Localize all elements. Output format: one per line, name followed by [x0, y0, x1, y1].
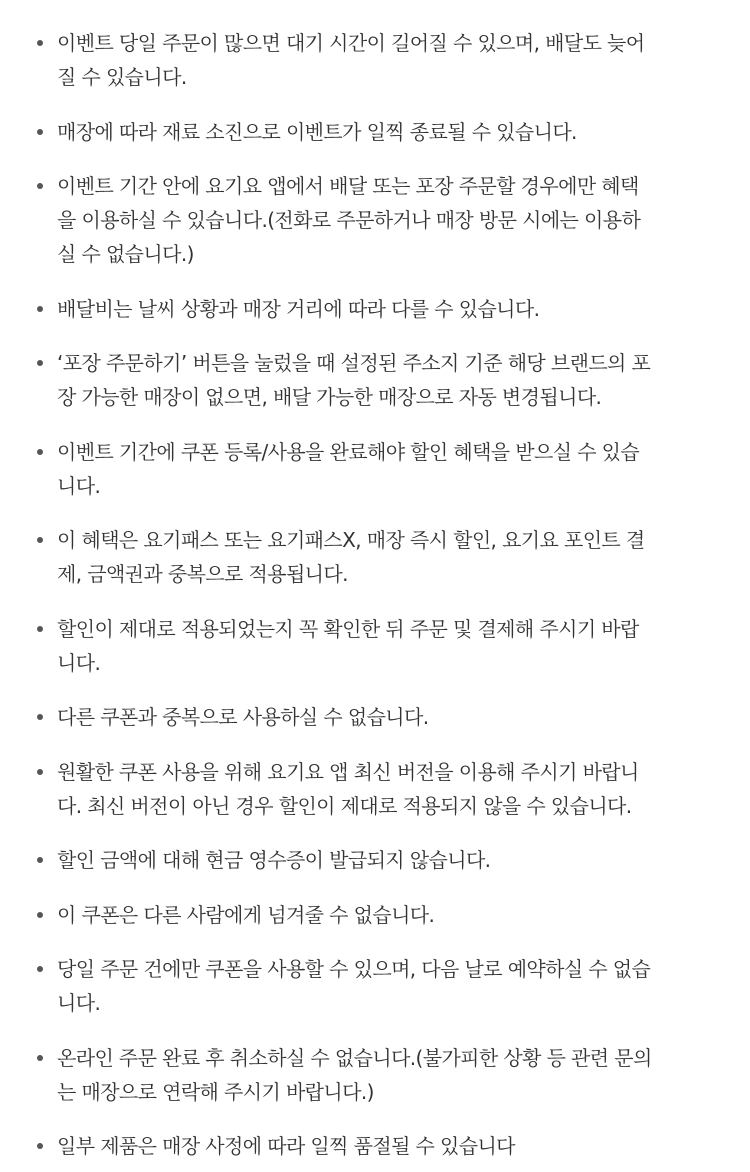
notice-text-line: 니다. [57, 473, 101, 498]
notice-text-line: 원활한 쿠폰 사용을 위해 요기요 앱 최신 버전을 이용해 주시기 바랍니 [57, 759, 639, 784]
bullet-icon [37, 769, 43, 775]
notice-item [0, 1041, 750, 1109]
notice-item [0, 898, 750, 932]
bullet-icon [37, 714, 43, 720]
notice-item [0, 700, 750, 734]
notice-text-line: 당일 주문 건에만 쿠폰을 사용할 수 있으며, 다음 날로 예약하실 수 없습 [57, 957, 651, 981]
notice-text-line: 온라인 주문 완료 후 취소하실 수 없습니다.(불가피한 상황 등 관련 문의 [57, 1045, 652, 1070]
bullet-icon [37, 183, 43, 189]
notice-text-line: 매장에 따라 재료 소진으로 이벤트가 일찍 종료될 수 있습니다. [57, 119, 577, 144]
bullet-icon [37, 360, 43, 366]
notice-item [0, 26, 750, 94]
notice-text-line: 이 혜택은 요기패스 또는 요기패스X, 매장 즉시 할인, 요기요 포인트 결 [57, 528, 645, 552]
notice-text-line: 다른 쿠폰과 중복으로 사용하실 수 없습니다. [57, 705, 429, 729]
notice-item [0, 1129, 750, 1163]
notice-item [0, 843, 750, 877]
notice-text-line: 을 이용하실 수 있습니다.(전화로 주문하거나 매장 방문 시에는 이용하 [57, 208, 641, 232]
bullet-icon [37, 129, 43, 135]
notice-text-line: 이벤트 기간 안에 요기요 앱에서 배달 또는 포장 주문할 경우에만 혜택 [57, 174, 639, 198]
notice-item [0, 435, 750, 503]
notice-text-line: 질 수 있습니다. [57, 65, 187, 89]
notice-text-line: 니다. [57, 991, 101, 1015]
notice-text-line: 할인 금액에 대해 현금 영수증이 발급되지 않습니다. [57, 848, 491, 872]
notice-item [0, 755, 750, 823]
notice-item [0, 169, 750, 271]
notice-text-line: 는 매장으로 연락해 주시기 바랍니다.) [57, 1079, 374, 1104]
notice-item [0, 115, 750, 149]
bullet-icon [37, 537, 43, 543]
notice-text-line: 장 가능한 매장이 없으면, 배달 가능한 매장으로 자동 변경됩니다. [57, 385, 602, 409]
notice-text-line: 이벤트 기간에 쿠폰 등록/사용을 완료해야 할인 혜택을 받으실 수 있습 [57, 439, 640, 464]
notice-item [0, 952, 750, 1020]
notice-text-line: 제, 금액권과 중복으로 적용됩니다. [57, 562, 348, 586]
notice-text-line: 이벤트 당일 주문이 많으면 대기 시간이 길어질 수 있으며, 배달도 늦어 [57, 31, 645, 55]
notice-text-line: 일부 제품은 매장 사정에 따라 일찍 품절될 수 있습니다 [57, 1134, 515, 1158]
notice-text-line: 다. 최신 버전이 아닌 경우 할인이 제대로 적용되지 않을 수 있습니다. [57, 793, 632, 818]
notice-item [0, 612, 750, 680]
notice-item [0, 346, 750, 414]
bullet-icon [37, 912, 43, 918]
bullet-icon [37, 449, 43, 455]
bullet-icon [37, 306, 43, 312]
notice-text-line: ‘포장 주문하기’ 버튼을 눌렀을 때 설정된 주소지 기준 해당 브랜드의 포 [57, 351, 651, 375]
notice-item [0, 523, 750, 591]
bullet-icon [37, 1055, 43, 1061]
notice-item [0, 292, 750, 326]
bullet-icon [37, 1143, 43, 1149]
notice-text-line: 할인이 제대로 적용되었는지 꼭 확인한 뒤 주문 및 결제해 주시기 바랍 [57, 616, 639, 641]
bullet-icon [37, 40, 43, 46]
notice-text-line: 실 수 없습니다.) [57, 242, 194, 266]
notice-text-line: 이 쿠폰은 다른 사람에게 넘겨줄 수 없습니다. [57, 902, 435, 927]
bullet-icon [37, 857, 43, 863]
bullet-icon [37, 966, 43, 972]
notice-text-line: 배달비는 날씨 상황과 매장 거리에 따라 다를 수 있습니다. [57, 296, 540, 321]
notice-text-line: 니다. [57, 650, 101, 675]
bullet-icon [37, 626, 43, 632]
